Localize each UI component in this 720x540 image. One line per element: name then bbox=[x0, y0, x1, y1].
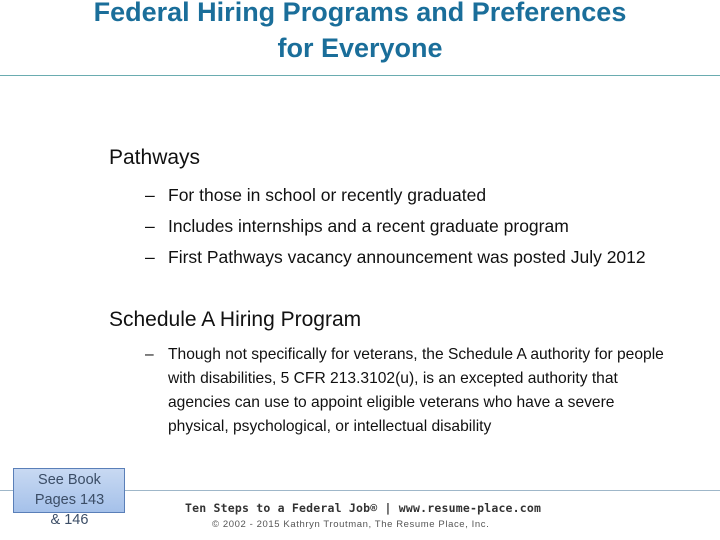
section-heading-schedule-a: Schedule A Hiring Program bbox=[109, 308, 362, 331]
bullet-text: For those in school or recently graduated bbox=[168, 185, 487, 205]
slide-title bbox=[0, 0, 720, 66]
bullet-item bbox=[145, 343, 675, 439]
dash-bullet-icon: – bbox=[145, 185, 155, 205]
title-divider bbox=[0, 75, 720, 76]
book-note-line: Pages 143 bbox=[34, 492, 105, 508]
title-line-1: Federal Hiring Programs and Preferences bbox=[93, 0, 627, 27]
book-pages-text bbox=[13, 470, 126, 530]
dash-bullet-icon: – bbox=[145, 346, 154, 363]
footer-copyright: © 2002 - 2015 Kathryn Troutman, The Resume Place, Inc. bbox=[212, 519, 490, 530]
bullet-item bbox=[145, 182, 675, 209]
dash-bullet-icon: – bbox=[145, 247, 155, 267]
bullet-text: First Pathways vacancy announcement was posted July 2012 bbox=[168, 247, 646, 267]
bullet-text: Though not specifically for veterans, the Schedule A authority for people with disabilities, 5 CFR 213.3102(u), is an excepted authority that agencies can use to appoint eligible veterans who have a severe physical, psychological, or intellectual disability bbox=[168, 346, 664, 435]
section-heading-pathways: Pathways bbox=[109, 146, 201, 169]
bullet-item bbox=[145, 213, 675, 240]
book-note-line: & 146 bbox=[50, 512, 89, 528]
pathways-bullets bbox=[145, 182, 675, 275]
dash-bullet-icon: – bbox=[145, 216, 155, 236]
schedule-a-bullets bbox=[145, 343, 675, 439]
bullet-text: Includes internships and a recent graduate program bbox=[168, 216, 569, 236]
book-note-line: See Book bbox=[38, 472, 101, 488]
footer-branding: Ten Steps to a Federal Job® | www.resume-place.com bbox=[185, 501, 542, 515]
title-line-2: for Everyone bbox=[277, 33, 443, 63]
bullet-item bbox=[145, 244, 675, 271]
